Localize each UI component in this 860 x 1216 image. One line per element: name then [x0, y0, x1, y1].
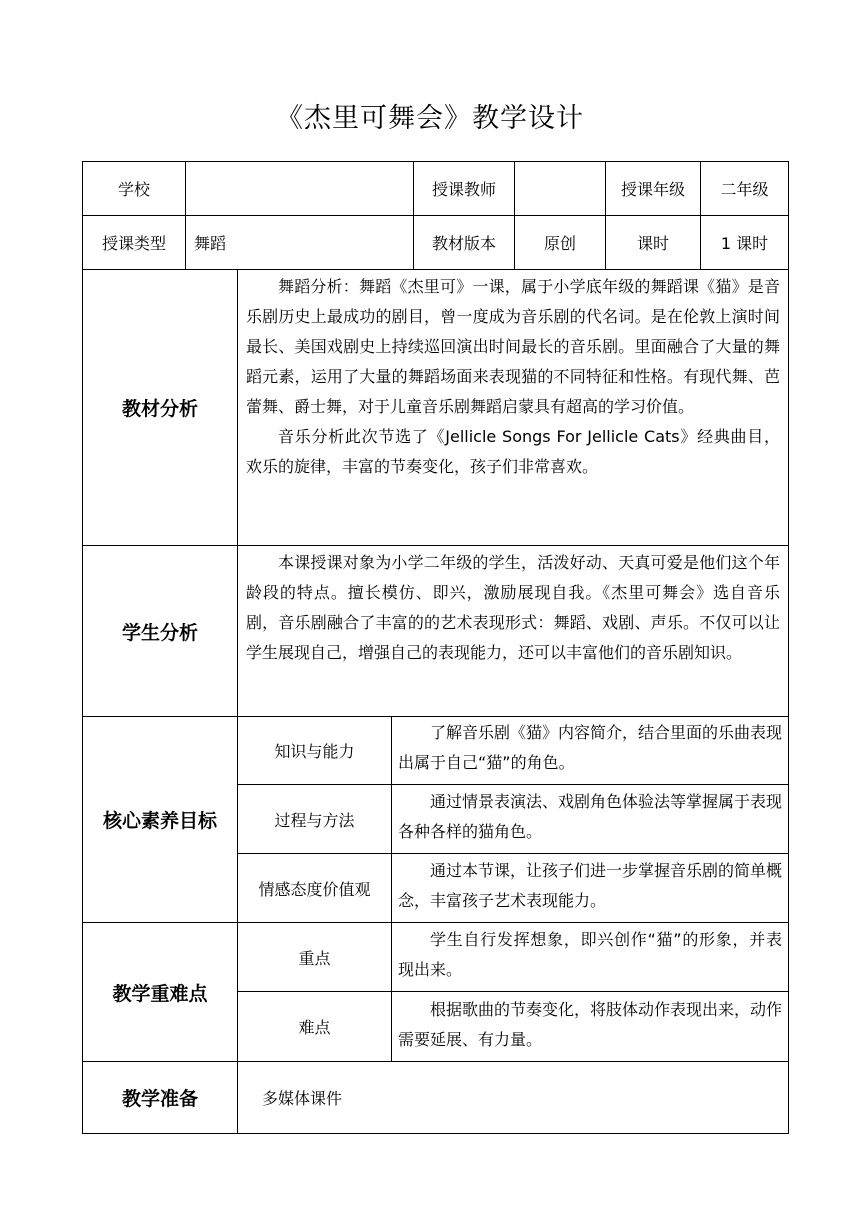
type-label: 授课类型: [101, 234, 166, 253]
type-value: 舞蹈: [194, 234, 227, 253]
material-analysis-label: 教材分析: [121, 398, 198, 420]
school-label: 学校: [117, 180, 150, 199]
student-analysis-label: 学生分析: [121, 621, 198, 644]
difficult-point-label: 难点: [298, 1018, 331, 1037]
core-goals-label: 核心素养目标: [102, 810, 217, 832]
knowledge-ability-text: [398, 718, 782, 778]
dance-analysis-paragraph: 舞蹈分析：舞蹈《杰里可》一课，属于小学底年级的舞蹈课《猫》是音乐剧历史上最成功的剧目，曾一度成为音乐剧的代名词。是在伦敦上演时间最长、美国戏剧史上持续巡回演出时间最长的音乐剧。里面融合了大量的舞蹈元素，运用了大量的舞蹈场面来表现猫的不同特征和性格。有现代舞、芭蕾舞、爵士舞，对于儿童音乐剧舞蹈启蒙具有超高的学习价值。: [246, 277, 780, 416]
difficult-point-text: [398, 995, 782, 1055]
process-method-label: 过程与方法: [274, 810, 355, 830]
key-point-label: 重点: [298, 948, 331, 968]
knowledge-ability-label: 知识与能力: [274, 742, 355, 761]
hours-value: 1 课时: [720, 234, 769, 253]
key-point-paragraph: 学生自行发挥想象，即兴创作“猫”的形象，并表现出来。: [398, 930, 782, 979]
teacher-label: 授课教师: [431, 180, 496, 199]
emotion-values-label: 情感态度价值观: [258, 879, 371, 899]
hours-label: 课时: [636, 234, 669, 253]
material-analysis-content: [246, 272, 780, 482]
emotion-values-paragraph: 通过本节课，让孩子们进一步掌握音乐剧的简单概念，丰富孩子艺术表现能力。: [398, 861, 783, 910]
emotion-values-text: [398, 856, 782, 916]
school-value: [186, 162, 413, 215]
process-method-paragraph: 通过情景表演法、戏剧角色体验法等掌握属于表现各种各样的猫角色。: [398, 792, 783, 841]
teaching-prep-label: 教学准备: [121, 1088, 198, 1110]
key-points-label: 教学重难点: [112, 982, 208, 1005]
student-analysis-content: [246, 548, 780, 668]
grade-value: 二年级: [720, 180, 769, 199]
difficult-point-paragraph: 根据歌曲的节奏变化，将肢体动作表现出来，动作需要延展、有力量。: [398, 1000, 783, 1049]
document-title: 《杰里可舞会》教学设计: [276, 103, 584, 134]
edition-value: 原创: [543, 234, 576, 253]
music-analysis-paragraph: 音乐分析此次节选了《Jellicle Songs For Jellicle Cats》经典曲目，欢乐的旋律，丰富的节奏变化，孩子们非常喜欢。: [246, 427, 780, 476]
teaching-prep-value: 多媒体课件: [262, 1089, 343, 1108]
key-point-text: [398, 925, 782, 985]
process-method-text: [398, 787, 782, 847]
knowledge-ability-paragraph: 了解音乐剧《猫》内容简介，结合里面的乐曲表现出属于自己“猫”的角色。: [398, 723, 783, 772]
grade-label: 授课年级: [620, 180, 685, 199]
teacher-value: [515, 162, 605, 215]
student-analysis-paragraph: 本课授课对象为小学二年级的学生，活泼好动、天真可爱是他们这个年龄段的特点。擅长模仿、即兴，激励展现自我。《杰里可舞会》选自音乐剧，音乐剧融合了丰富的的艺术表现形式：舞蹈、戏剧、声乐。不仅可以让学生展现自己，增强自己的表现能力，还可以丰富他们的音乐剧知识。: [246, 553, 780, 662]
edition-label: 教材版本: [431, 234, 496, 253]
